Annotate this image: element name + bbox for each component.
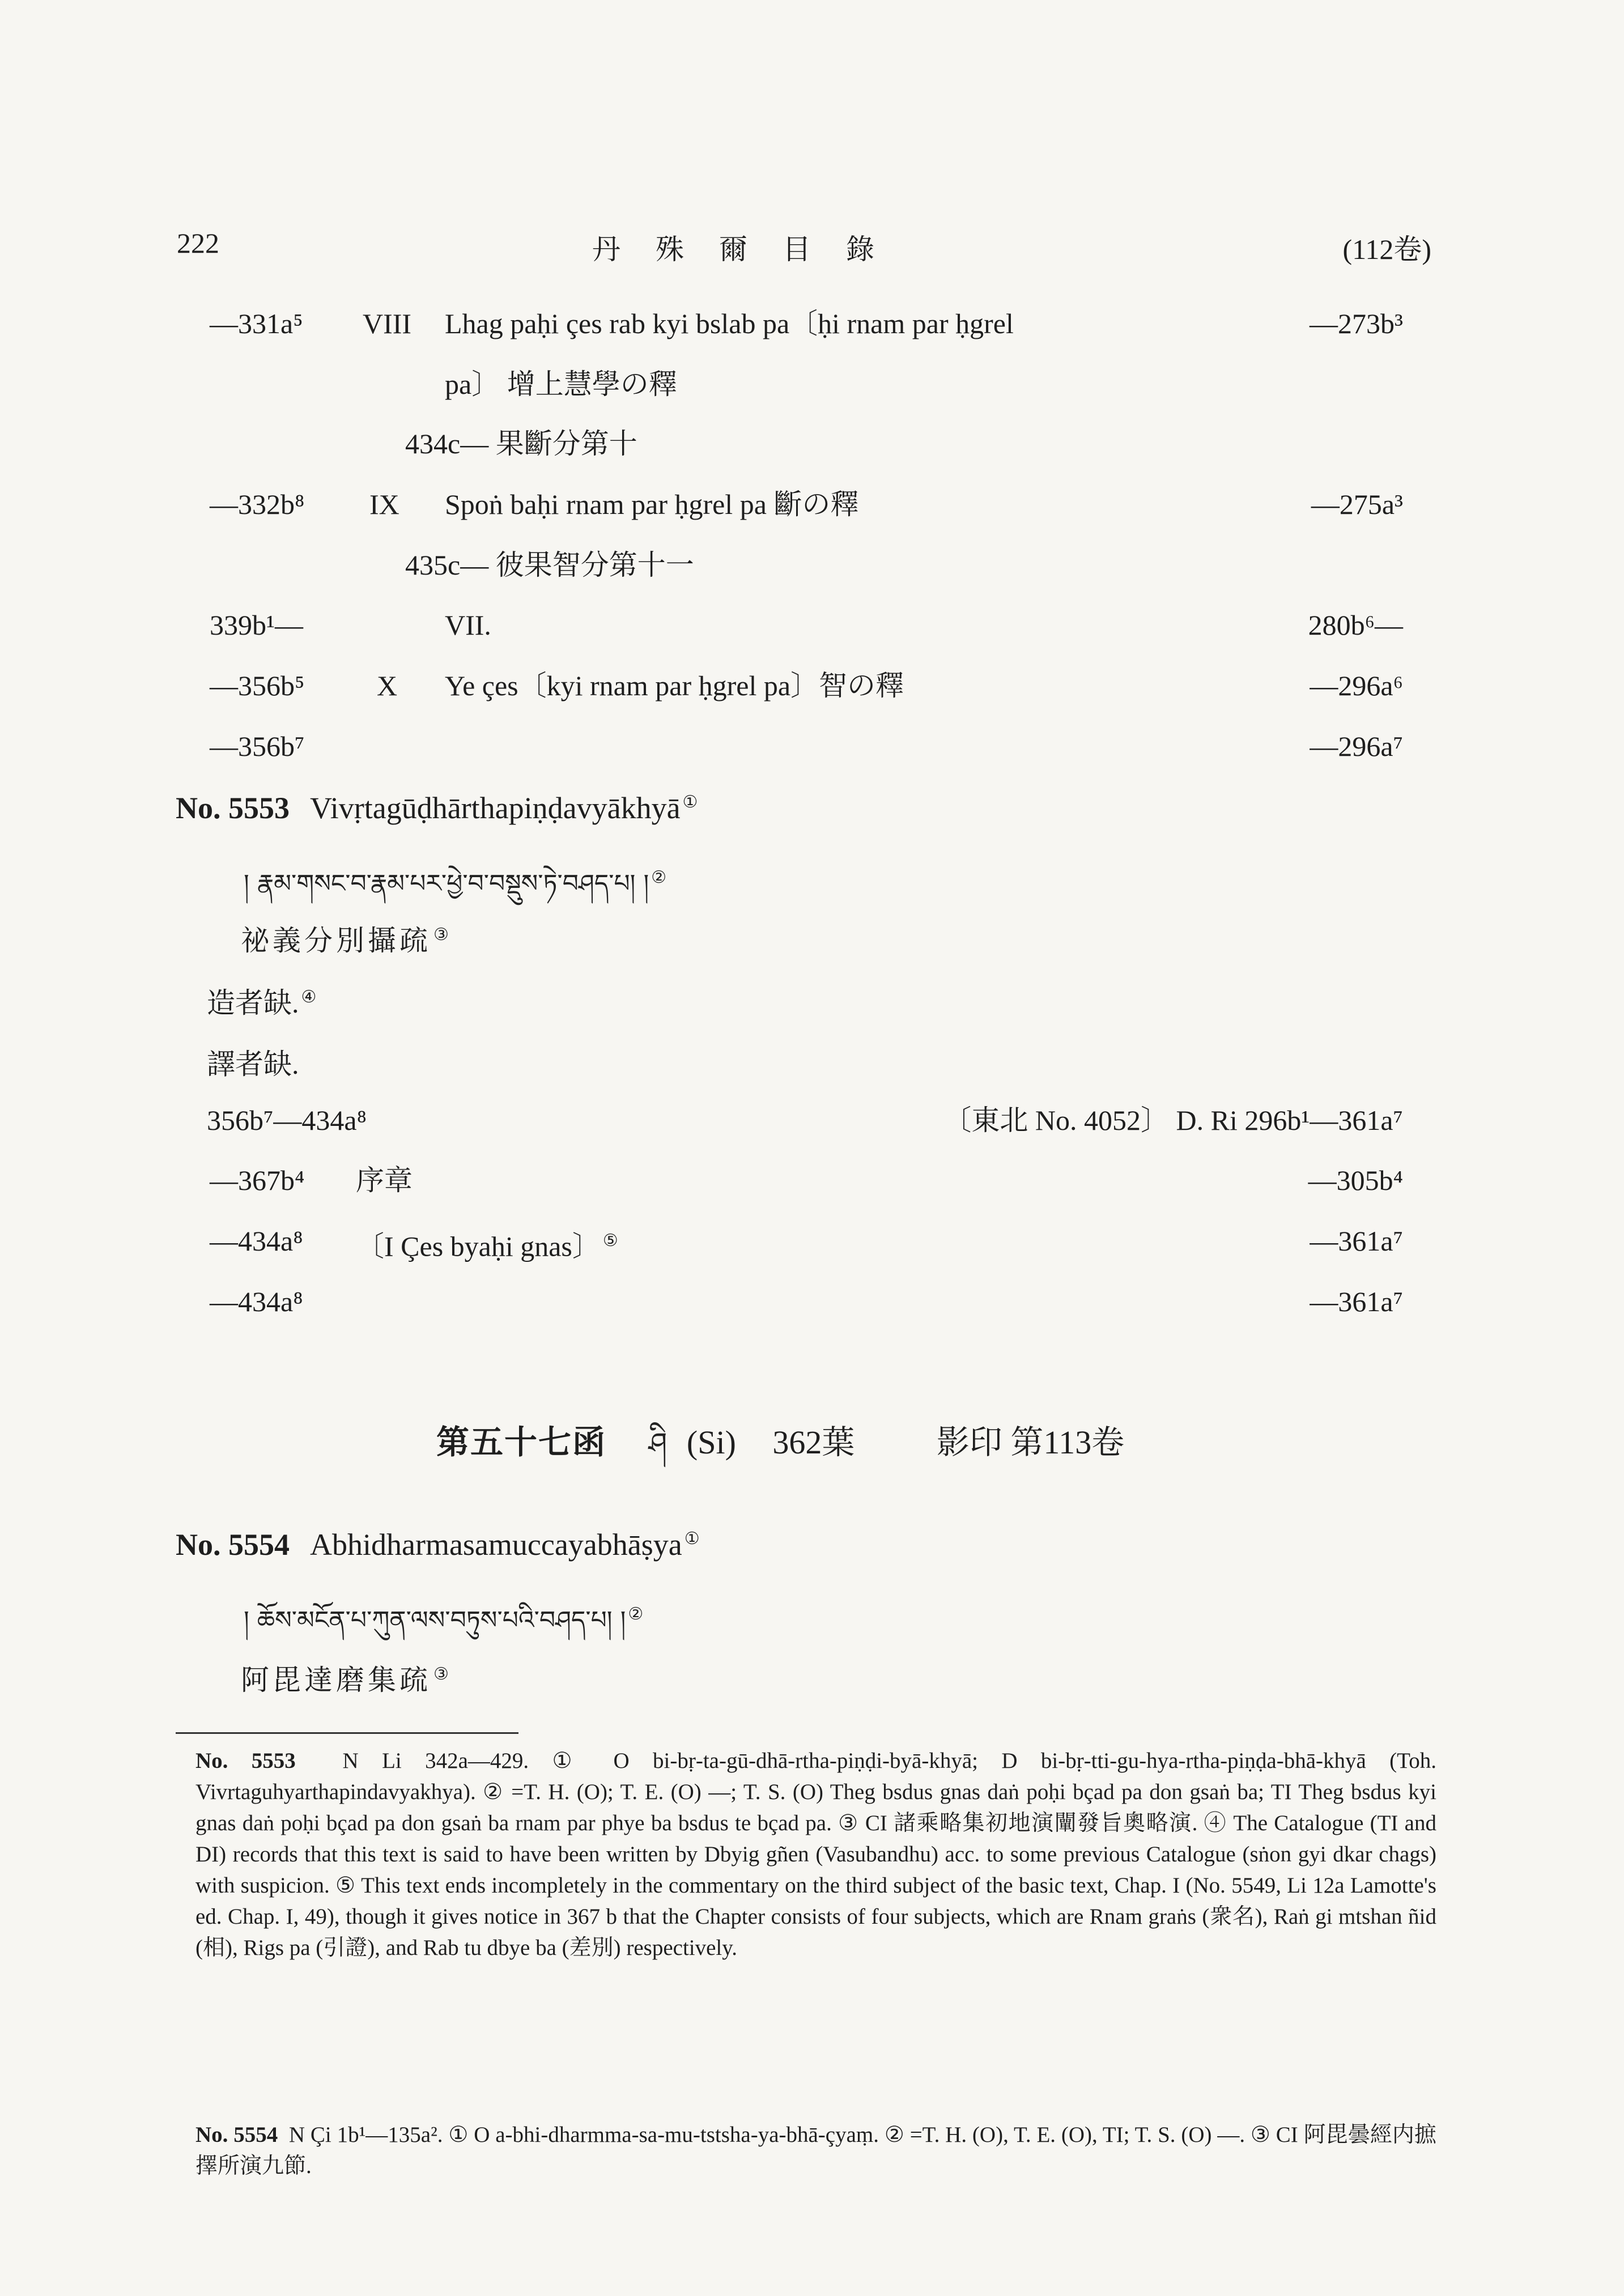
footnote-number: No. 5554 [195,2123,278,2147]
note-mark: ② [628,1604,644,1625]
entry-number: No. 5554 [176,1528,290,1562]
tibetan-text: ། ཆོས་མངོན་པ་ཀུན་ལས་བཏུས་པའི་བཤད་པ། ། [244,1606,626,1635]
footnote-5553 [195,1745,1436,1963]
chapter-text: pa〕 增上慧學の釋 [445,368,677,400]
folio-right: —275a³ [1311,488,1403,520]
volume-note: (112卷) [1342,233,1431,265]
chinese-text: 祕義分別攝疏 [241,925,431,956]
tibetan-text: ། རྣམ་གསང་བ་རྣམ་པར་ཕྱེ་བ་བསྡུས་ཏེ་བཤད་པ། ། [244,869,649,898]
entry-heading [176,790,698,826]
note-mark: ① [682,793,698,811]
folio-left: —332b⁸ [210,488,305,520]
note-mark: ① [684,1529,700,1548]
folio-right: —361a⁷ [1310,1286,1403,1317]
chapter-text: Spoṅ baḥi rnam par ḥgrel pa 斷の釋 [445,488,859,520]
footnote-5554 [195,2119,1436,2182]
folio-left: —356b⁷ [210,730,305,762]
folio-right: —296a⁶ [1310,670,1403,701]
folio-right: 280b⁶— [1308,609,1403,641]
folio-left: 339b¹— [210,609,303,641]
author-line [207,980,316,1021]
tibetan-title [244,856,666,926]
folio-left: —367b⁴ [210,1164,305,1196]
note-mark: ③ [433,925,452,945]
folio-left: —434a⁸ [210,1286,303,1317]
running-title: 丹 殊 爾 目 錄 [592,233,878,265]
tibetan-title [244,1592,643,1663]
footnote-text: N Çi 1b¹—135a². ① O a-bhi-dharmma-sa-mu-tstsha-ya-bhā-çyaṃ. ② =T. H. (O), T. E. (O), TI; T. S. (O) —. ③ CI 阿毘曇經内摭擇所演九節. [195,2123,1436,2178]
folio-right: —361a⁷ [1310,1225,1403,1257]
catalog-reference: 〔東北 No. 4052〕 D. Ri 296b¹—361a⁷ [943,1104,1403,1136]
chapter-text: 435c— 彼果智分第十一 [405,549,694,581]
chinese-text: 阿毘達磨集疏 [241,1664,431,1696]
entry-heading [176,1527,700,1562]
chinese-title [241,1657,452,1698]
volume-label: 第五十七函 [436,1423,607,1461]
translator-line: 譯者缺. [207,1048,299,1080]
chapter-text: Lhag paḥi çes rab kyi bslab pa〔ḥi rnam par ḥgrel [445,308,1014,339]
folio-right: —273b³ [1310,308,1403,339]
folio-left: —356b⁵ [210,670,305,701]
folio-left: —434a⁸ [210,1225,303,1257]
note-mark: ② [651,868,667,888]
folio-range: 356b⁷—434a⁸ [207,1104,367,1136]
tibetan-letter: ཤི [648,1427,668,1461]
entry-number: No. 5553 [176,791,290,825]
folio-left: —331a⁵ [210,308,303,339]
note-mark: ⑤ [602,1231,618,1250]
leaf-count: 362葉 [772,1424,855,1461]
folio-right: —296a⁷ [1310,730,1403,762]
chinese-title [241,918,452,959]
footnote-rule [176,1732,518,1734]
roman-numeral: IX [369,488,399,520]
chapter-text [356,1221,618,1266]
folio-right: —305b⁴ [1308,1164,1403,1196]
chapter-text: VII. [445,609,491,641]
entry-title: Abhidharmasamuccayabhāṣya [310,1528,682,1562]
footnote-text: N Li 342a—429. ① O bi-bṛ-ta-gū-dhā-rtha-piṇḍi-byā-khyā; D bi-bṛ-tti-gu-hya-rtha-piṇḍa-bhā-khyā (Toh. Vivrtaguhyarthapindavyakhya). ② =T. H. (O); T. E. (O) —; T. S. (O) Theg bsdus gnas daṅ poḥi bçad pa don gsaṅ ba; TI Theg bsdus kyi gnas daṅ poḥi bçad pa don gsaṅ ba rnam par phye ba bsdus te bçad pa. ③ CI 諸乘略集初地演闡發旨奧略演. ④ The Catalogue (TI and DI) records that this text is said to have been written by Dbyig gñen (Vasubandhu) acc. to some previous Catalogue (sṅon gyi dkar chags) with suspicion. ⑤ This text ends incompletely in the commentary on the third subject of the basic text, Chap. I (No. 5549, Li 12a Lamotte's ed. Chap. I, 49), though it gives notice in 367 b that the Chapter consists of four subjects, which are Rnam graṅs (衆名), Raṅ gi mtshan ñid (相), Rigs pa (引證), and Rab tu dbye ba (差別) respectively. [195,1749,1437,1960]
photo-volume: 影印 第113卷 [936,1424,1125,1461]
page-number: 222 [177,227,219,259]
entry-title: Vivṛtagūḍhārthapiṇḍavyākhyā [310,791,681,825]
author-text: 造者缺. [207,987,299,1019]
footnote-number: No. 5553 [195,1749,296,1773]
chapter-text: 434c— 果斷分第十 [405,428,637,460]
letter-roman: (Si) [686,1424,736,1461]
volume-heading [436,1411,1124,1494]
note-mark: ④ [301,988,317,1007]
roman-numeral: VIII [363,308,412,339]
roman-numeral: X [377,670,398,701]
chapter-text: Ye çes〔kyi rnam par ḥgrel pa〕智の釋 [445,670,904,701]
chapter-text: 序章 [356,1164,413,1196]
note-mark: ③ [433,1665,452,1684]
chapter-label: 〔I Çes byaḥi gnas〕 [356,1230,601,1262]
